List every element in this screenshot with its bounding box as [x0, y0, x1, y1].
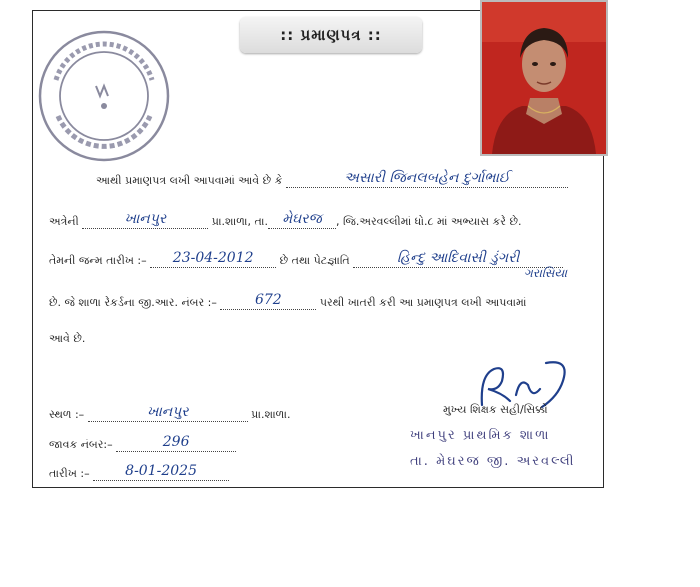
gr-suffix: પરથી ખાતરી કરી આ પ્રમાણપત્ર લખી આપવામાં	[319, 296, 527, 309]
date-label: તારીખ :–	[49, 467, 90, 480]
gr-line	[49, 292, 526, 310]
student-photo	[480, 0, 608, 156]
date-line	[49, 463, 229, 481]
outward-label: જાવક નંબર:–	[49, 438, 113, 451]
certificate-title: :: પ્રમાણપત્ર ::	[240, 17, 422, 53]
gr-number: 672	[220, 292, 316, 310]
outward-line	[49, 434, 236, 452]
school-stamp-text	[410, 423, 575, 475]
caste-text: છે તથા પેટજ્ઞાતિ	[279, 254, 350, 267]
date-value: 8-01-2025	[93, 463, 229, 481]
place-line	[49, 404, 290, 422]
taluka: મેઘરજ	[268, 211, 336, 229]
school-stamp-line1: ખાનપુર પ્રાથમિક શાળા	[410, 428, 551, 443]
caste-continued: ગરાસિયા	[524, 266, 568, 280]
intro-text: આથી પ્રમાણપત્ર લખી આપવામાં આવે છે કે	[96, 174, 283, 187]
dob-label: તેમની જન્મ તારીખ :–	[49, 254, 147, 267]
village-school: ખાનપુર	[82, 211, 208, 229]
district-text: , જિ.અરવલ્લીમાં ધો.૮ માં અભ્યાસ કરે છે.	[335, 215, 522, 228]
closing-line: આવે છે.	[49, 332, 86, 345]
place-value: ખાનપુર	[88, 404, 248, 422]
student-name: અસારી જિનલબહેન દુર્ગાભાઈ	[286, 170, 568, 188]
resident-prefix: અત્રેની	[49, 215, 79, 228]
dob-line	[49, 250, 563, 268]
intro-line	[96, 170, 568, 188]
place-label: સ્થળ :–	[49, 408, 85, 421]
dob-value: 23-04-2012	[150, 250, 276, 268]
place-suffix: પ્રા.શાળા.	[251, 408, 291, 421]
gr-prefix: છે. જે શાળા રેકર્ડના જી.આર. નંબર :–	[49, 296, 217, 309]
school-text: પ્રા.શાળા, તા.	[211, 215, 268, 228]
signatory-title: મુખ્ય શિક્ષક સહી/સિક્કો	[443, 403, 548, 416]
outward-value: 296	[116, 434, 236, 452]
school-line	[49, 211, 521, 229]
school-seal-stamp	[36, 28, 172, 164]
caste-value: હિન્દુ આદિવાસી ડુંગરી	[353, 250, 563, 268]
school-stamp-line2: તા. મેઘરજ જી. અરવલ્લી	[410, 454, 576, 469]
